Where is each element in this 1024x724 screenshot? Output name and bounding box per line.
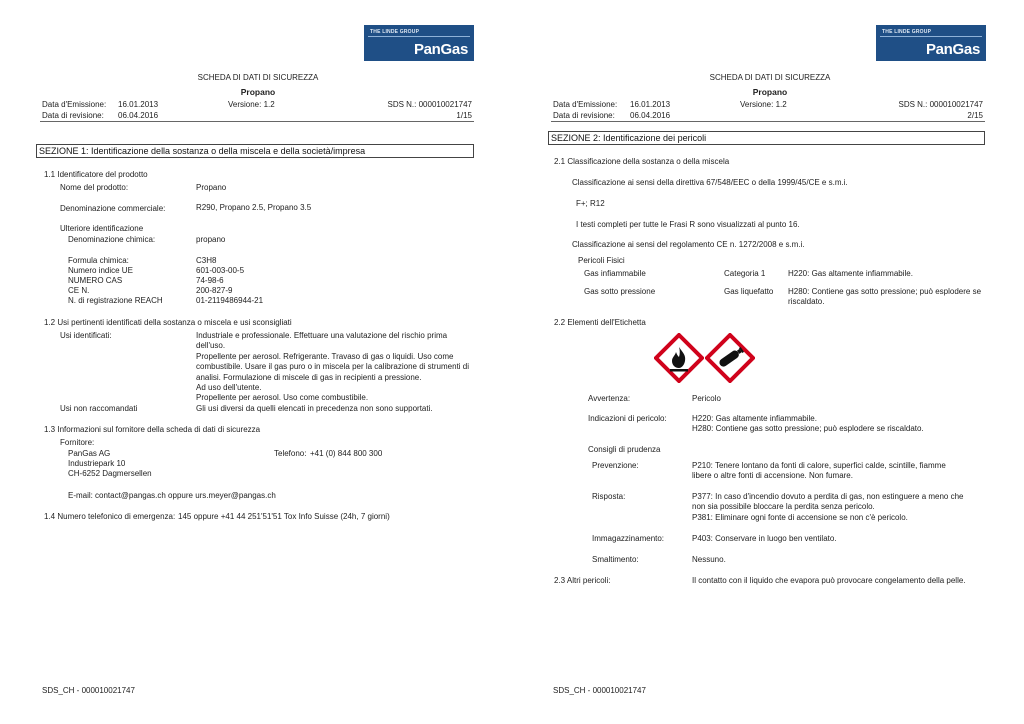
trade-name-label: Denominazione commerciale: bbox=[60, 204, 166, 213]
emission-label: Data d'Emissione: bbox=[42, 100, 107, 109]
version: Versione: 1.2 bbox=[740, 100, 787, 109]
not-recommended-label: Usi non raccomandati bbox=[60, 404, 138, 413]
version: Versione: 1.2 bbox=[228, 100, 275, 109]
hazard-name: Gas sotto pressione bbox=[584, 287, 656, 296]
uses-label: Usi identificati: bbox=[60, 331, 112, 340]
id-label: Numero indice UE bbox=[68, 266, 133, 275]
uses-line: Propellente per aerosol. Uso come combustibile. bbox=[196, 393, 369, 402]
revision-date: 06.04.2016 bbox=[630, 111, 671, 120]
hazard-indication-line: H220: Gas altamente infiammabile. bbox=[692, 414, 817, 423]
id-value: 601-003-00-5 bbox=[196, 266, 245, 275]
uses-line: dell'uso. bbox=[196, 341, 226, 350]
s14-label: 1.4 Numero telefonico di emergenza: bbox=[44, 512, 176, 521]
sds-number: SDS N.: 000010021747 bbox=[898, 100, 983, 109]
page-number: 1/15 bbox=[456, 111, 472, 120]
not-recommended-value: Gli usi diversi da quelli elencati in precedenza non sono supportati. bbox=[196, 404, 433, 413]
further-id: Ulteriore identificazione bbox=[60, 224, 144, 233]
s12-title: 1.2 Usi pertinenti identificati della sostanza o miscela e usi sconsigliati bbox=[44, 318, 292, 327]
hazard-statement-cont: riscaldato. bbox=[788, 297, 825, 306]
uses-line: combustibile. Usare il gas puro o in miscela per la calibrazione di strumenti di bbox=[196, 362, 470, 371]
class-directive: Classificazione ai sensi della direttiva 67/548/EEC o della 1999/45/CE e s.m.i. bbox=[572, 178, 848, 187]
class-regulation: Classificazione ai sensi del regolamento CE n. 1272/2008 e s.m.i. bbox=[572, 240, 805, 249]
hazard-indication-line: H280: Contiene gas sotto pressione; può esplodere se riscaldato. bbox=[692, 424, 924, 433]
s11-title: 1.1 Identificatore del prodotto bbox=[44, 170, 148, 179]
section-1-heading: SEZIONE 1: Identificazione della sostanza o della miscela e della società/impresa bbox=[36, 144, 474, 158]
id-label: CE N. bbox=[68, 286, 90, 295]
prevention-label: Prevenzione: bbox=[592, 461, 639, 470]
pangas-logo bbox=[364, 25, 474, 61]
warning-label: Avvertenza: bbox=[588, 394, 631, 403]
s14-value: 145 oppure +41 44 251'51'51 Tox Info Suisse (24h, 7 giorni) bbox=[178, 512, 390, 521]
chem-name-label: Denominazione chimica: bbox=[68, 235, 156, 244]
logo-brand-text: PanGas bbox=[413, 41, 468, 58]
r-phrases-note: I testi completi per tutte le Frasi R sono visualizzati al punto 16. bbox=[576, 220, 800, 229]
class-directive-value: F+; R12 bbox=[576, 199, 605, 208]
prevention-line: libere o altre fonti di accensione. Non fumare. bbox=[692, 471, 853, 480]
id-label: NUMERO CAS bbox=[68, 276, 123, 285]
logo-stripe bbox=[368, 36, 470, 37]
doc-title: SCHEDA DI DATI DI SICUREZZA bbox=[709, 73, 831, 82]
hazard-category: Categoria 1 bbox=[724, 269, 766, 278]
response-line: P381: Eliminare ogni fonte di accensione se non c'è pericolo. bbox=[692, 513, 908, 522]
uses-line: Industriale e professionale. Effettuare una valutazione del rischio prima bbox=[196, 331, 448, 340]
footer-text: SDS_CH - 000010021747 bbox=[553, 686, 646, 695]
response-line: non sia possibile bloccare la perdita senza pericolo. bbox=[692, 502, 875, 511]
uses-line: Propellente per aerosol. Refrigerante. Travaso di gas o liquidi. Uso come bbox=[196, 352, 454, 361]
header-divider bbox=[40, 121, 474, 122]
disposal-value: Nessuno. bbox=[692, 555, 726, 564]
uses-line: analisi. Formulazione di miscele di gas in recipienti a pressione. bbox=[196, 373, 422, 382]
hazard-statement: H220: Gas altamente infiammabile. bbox=[788, 269, 913, 278]
product-name-value: Propano bbox=[196, 183, 227, 192]
supplier-line: CH-6252 Dagmersellen bbox=[68, 469, 152, 478]
trade-name-value: R290, Propano 2.5, Propano 3.5 bbox=[196, 203, 312, 212]
response-label: Risposta: bbox=[592, 492, 626, 501]
response-line: P377: In caso d'incendio dovuto a perdita di gas, non estinguere a meno che bbox=[692, 492, 964, 501]
logo-group-text: THE LINDE GROUP bbox=[882, 29, 932, 35]
precaution-title: Consigli di prudenza bbox=[588, 445, 661, 454]
s23-value: Il contatto con il liquido che evapora può provocare congelamento della pelle. bbox=[692, 576, 966, 585]
storage-label: Immagazzinamento: bbox=[592, 534, 665, 543]
disposal-label: Smaltimento: bbox=[592, 555, 639, 564]
gas-cylinder-pictogram bbox=[705, 333, 755, 383]
supplier-label: Fornitore: bbox=[60, 438, 95, 447]
logo-brand-text: PanGas bbox=[925, 41, 980, 58]
id-value: 01-2119486944-21 bbox=[196, 296, 264, 305]
product-title: Propano bbox=[240, 87, 276, 97]
id-label: Formula chimica: bbox=[68, 256, 129, 265]
supplier-line: Industriepark 10 bbox=[68, 459, 126, 468]
id-value: 74-98-6 bbox=[196, 276, 224, 285]
revision-date: 06.04.2016 bbox=[118, 111, 159, 120]
page-2 bbox=[512, 0, 1024, 724]
sds-number: SDS N.: 000010021747 bbox=[387, 100, 472, 109]
email-value[interactable]: contact@pangas.ch oppure urs.meyer@pangas.ch bbox=[95, 491, 276, 500]
id-value: C3H8 bbox=[196, 256, 217, 265]
footer-text: SDS_CH - 000010021747 bbox=[42, 686, 135, 695]
storage-value: P403: Conservare in luogo ben ventilato. bbox=[692, 534, 837, 543]
id-value: 200-827-9 bbox=[196, 286, 233, 295]
phone-label: Telefono: bbox=[274, 449, 307, 458]
section-2-heading: SEZIONE 2: Identificazione dei pericoli bbox=[548, 131, 985, 145]
s21-title: 2.1 Classificazione della sostanza o della miscela bbox=[554, 157, 730, 166]
product-name-label: Nome del prodotto: bbox=[60, 183, 129, 192]
header-divider bbox=[551, 121, 985, 122]
doc-title: SCHEDA DI DATI DI SICUREZZA bbox=[197, 73, 319, 82]
email-label: E-mail: bbox=[68, 491, 93, 500]
revision-label: Data di revisione: bbox=[553, 111, 615, 120]
hazard-name: Gas infiammabile bbox=[584, 269, 646, 278]
revision-label: Data di revisione: bbox=[42, 111, 104, 120]
chem-name-value: propano bbox=[196, 235, 226, 244]
flame-pictogram bbox=[654, 333, 704, 383]
logo-stripe bbox=[880, 36, 982, 37]
s23-label: 2.3 Altri pericoli: bbox=[554, 576, 611, 585]
emission-date: 16.01.2013 bbox=[118, 100, 159, 109]
s13-title: 1.3 Informazioni sul fornitore della scheda di dati di sicurezza bbox=[44, 425, 261, 434]
product-title: Propano bbox=[752, 87, 788, 97]
id-label: N. di registrazione REACH bbox=[68, 296, 163, 305]
uses-line: Ad uso dell'utente. bbox=[196, 383, 262, 392]
hazard-statement: H280: Contiene gas sotto pressione; può esplodere se bbox=[788, 287, 982, 296]
hazard-indications-label: Indicazioni di pericolo: bbox=[588, 414, 667, 423]
pangas-logo bbox=[876, 25, 986, 61]
emission-label: Data d'Emissione: bbox=[553, 100, 618, 109]
supplier-line: PanGas AG bbox=[68, 449, 111, 458]
s22-title: 2.2 Elementi dell'Etichetta bbox=[554, 318, 646, 327]
physical-hazards: Pericoli Fisici bbox=[578, 256, 625, 265]
hazard-category: Gas liquefatto bbox=[724, 287, 774, 296]
prevention-line: P210: Tenere lontano da fonti di calore, superfici calde, scintille, fiamme bbox=[692, 461, 946, 470]
page-number: 2/15 bbox=[967, 111, 983, 120]
warning-value: Pericolo bbox=[692, 394, 721, 403]
emission-date: 16.01.2013 bbox=[630, 100, 671, 109]
phone-value: +41 (0) 844 800 300 bbox=[310, 449, 383, 458]
logo-group-text: THE LINDE GROUP bbox=[370, 29, 420, 35]
